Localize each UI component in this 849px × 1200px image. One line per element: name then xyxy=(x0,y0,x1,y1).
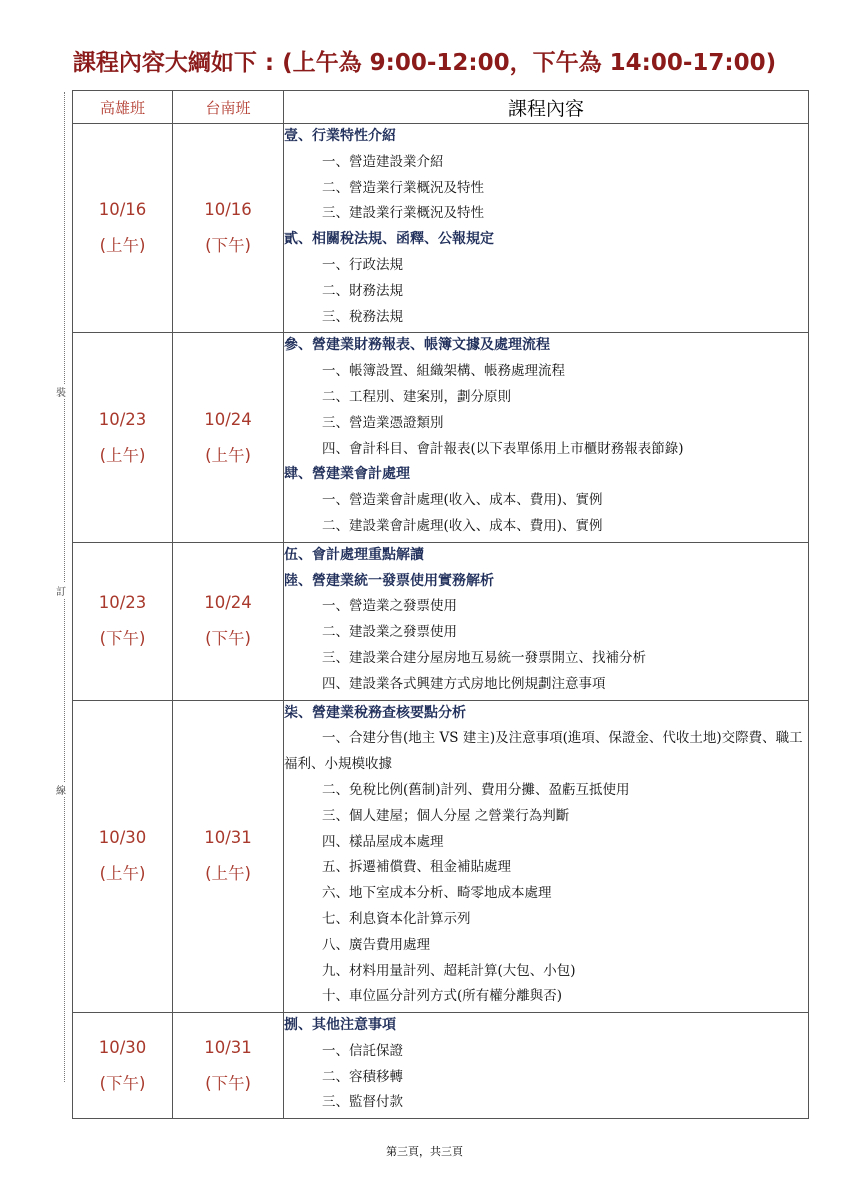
course-item: 一、信託保證 xyxy=(322,1042,403,1059)
date-label: 10/24 xyxy=(204,409,252,429)
course-item: 三、監督付款 xyxy=(322,1094,403,1111)
course-item: 十、車位區分計列方式(所有權分離與否) xyxy=(322,988,563,1005)
page-footer: 第三頁，共三頁 xyxy=(386,1145,463,1158)
section-heading: 壹、行業特性介紹 xyxy=(284,128,396,144)
date-label: 10/24 xyxy=(204,593,252,613)
course-item: 八、廣告費用處理 xyxy=(322,936,430,953)
course-item: 一、合建分售(地主 VS 建主)及注意事項(進項、保證金、代收土地)交際費、職工福利、小規模收據 xyxy=(284,730,803,773)
date-label: 10/16 xyxy=(204,200,252,220)
course-item: 一、營造業之發票使用 xyxy=(322,598,457,615)
course-item: 九、材料用量計列、超耗計算(大包、小包) xyxy=(322,962,576,979)
session-period-label: (下午) xyxy=(99,629,146,649)
date-label: 10/30 xyxy=(98,828,147,848)
session-period-label: (下午) xyxy=(205,629,251,649)
course-item: 五、拆遷補償費、租金補貼處理 xyxy=(322,859,511,876)
course-item: 二、建設業會計處理(收入、成本、費用)、實例 xyxy=(322,517,603,534)
table-header-row xyxy=(73,91,809,124)
course-content-cell xyxy=(284,700,809,1013)
date-label: 10/23 xyxy=(98,409,147,429)
course-item: 二、容積移轉 xyxy=(322,1068,403,1085)
table-row xyxy=(73,542,809,700)
section-heading: 肆、營建業會計處理 xyxy=(284,466,410,483)
session-date-kaohsiung xyxy=(73,700,173,1013)
course-item: 四、建設業各式興建方式房地比例規劃注意事項 xyxy=(322,675,606,692)
session-period-label: (上午) xyxy=(99,236,146,256)
session-period-label: (上午) xyxy=(205,445,251,465)
course-item: 三、建設業行業概況及特性 xyxy=(322,205,484,222)
course-item: 一、營造建設業介紹 xyxy=(322,153,444,170)
table-row xyxy=(73,124,809,333)
session-period-label: (上午) xyxy=(205,864,251,884)
session-date-tainan xyxy=(173,333,284,542)
session-date-kaohsiung xyxy=(73,1013,173,1119)
course-item: 七、利息資本化計算示列 xyxy=(322,910,471,927)
course-item: 二、建設業之發票使用 xyxy=(322,624,457,641)
course-item: 二、工程別、建案別，劃分原則 xyxy=(322,388,511,405)
section-heading: 陸、營建業統一發票使用實務解析 xyxy=(284,572,494,589)
page-title: 課程內容大綱如下 : (上午為 9:00-12:00，下午為 14:00-17:00) xyxy=(72,50,777,76)
session-period-label: (下午) xyxy=(205,1073,251,1093)
session-date-tainan xyxy=(173,1013,284,1119)
date-label: 10/31 xyxy=(204,828,252,848)
course-item: 二、營造業行業概況及特性 xyxy=(322,179,484,196)
date-label: 10/30 xyxy=(98,1037,147,1057)
header-kaohsiung: 高雄班 xyxy=(73,91,173,124)
session-date-tainan xyxy=(173,542,284,700)
header-content: 課程內容 xyxy=(284,91,809,124)
course-item: 一、行政法規 xyxy=(322,256,403,273)
date-label: 10/31 xyxy=(204,1037,252,1057)
course-item: 三、建設業合建分屋房地互易統一發票開立、找補分析 xyxy=(322,649,646,666)
course-schedule-table xyxy=(72,90,809,1119)
session-date-kaohsiung xyxy=(73,333,173,542)
table-row xyxy=(73,333,809,542)
course-content-cell xyxy=(284,542,809,700)
course-content-cell xyxy=(284,124,809,333)
section-heading: 柒、營建業稅務查核要點分析 xyxy=(284,704,466,721)
course-content-cell xyxy=(284,1013,809,1119)
course-item: 四、會計科目、會計報表(以下表單係用上市櫃財務報表節錄) xyxy=(322,440,684,457)
course-item: 三、稅務法規 xyxy=(322,308,403,325)
course-item: 三、個人建屋；個人分屋 之營業行為判斷 xyxy=(322,807,570,824)
session-period-label: (上午) xyxy=(99,445,146,465)
session-period-label: (上午) xyxy=(99,864,146,884)
table-row xyxy=(73,1013,809,1119)
section-heading: 貳、相關稅法規、函釋、公報規定 xyxy=(284,231,494,248)
header-tainan: 台南班 xyxy=(173,91,284,124)
date-label: 10/23 xyxy=(98,593,147,613)
session-period-label: (下午) xyxy=(99,1073,146,1093)
course-item: 三、營造業憑證類別 xyxy=(322,414,444,431)
session-date-kaohsiung xyxy=(73,124,173,333)
session-date-kaohsiung xyxy=(73,542,173,700)
binding-mark: 裝 xyxy=(56,384,66,399)
binding-mark: 訂 xyxy=(56,583,66,598)
table-body xyxy=(73,124,809,1119)
section-heading: 參、營建業財務報表、帳簿文據及處理流程 xyxy=(284,337,550,354)
course-item: 一、帳簿設置、組織架構、帳務處理流程 xyxy=(322,363,565,380)
course-item: 二、免稅比例(舊制)計列、費用分攤、盈虧互抵使用 xyxy=(322,781,630,798)
course-content-cell xyxy=(284,333,809,542)
course-item: 一、營造業會計處理(收入、成本、費用)、實例 xyxy=(322,492,603,509)
course-item: 六、地下室成本分析、畸零地成本處理 xyxy=(322,885,552,902)
session-period-label: (下午) xyxy=(205,236,251,256)
session-date-tainan xyxy=(173,700,284,1013)
section-heading: 捌、其他注意事項 xyxy=(284,1017,396,1034)
date-label: 10/16 xyxy=(98,200,147,220)
table-row xyxy=(73,700,809,1013)
binding-mark: 線 xyxy=(56,782,66,797)
session-date-tainan xyxy=(173,124,284,333)
course-item: 二、財務法規 xyxy=(322,282,403,299)
section-heading: 伍、會計處理重點解讀 xyxy=(284,546,424,563)
course-item: 四、樣品屋成本處理 xyxy=(322,833,444,850)
